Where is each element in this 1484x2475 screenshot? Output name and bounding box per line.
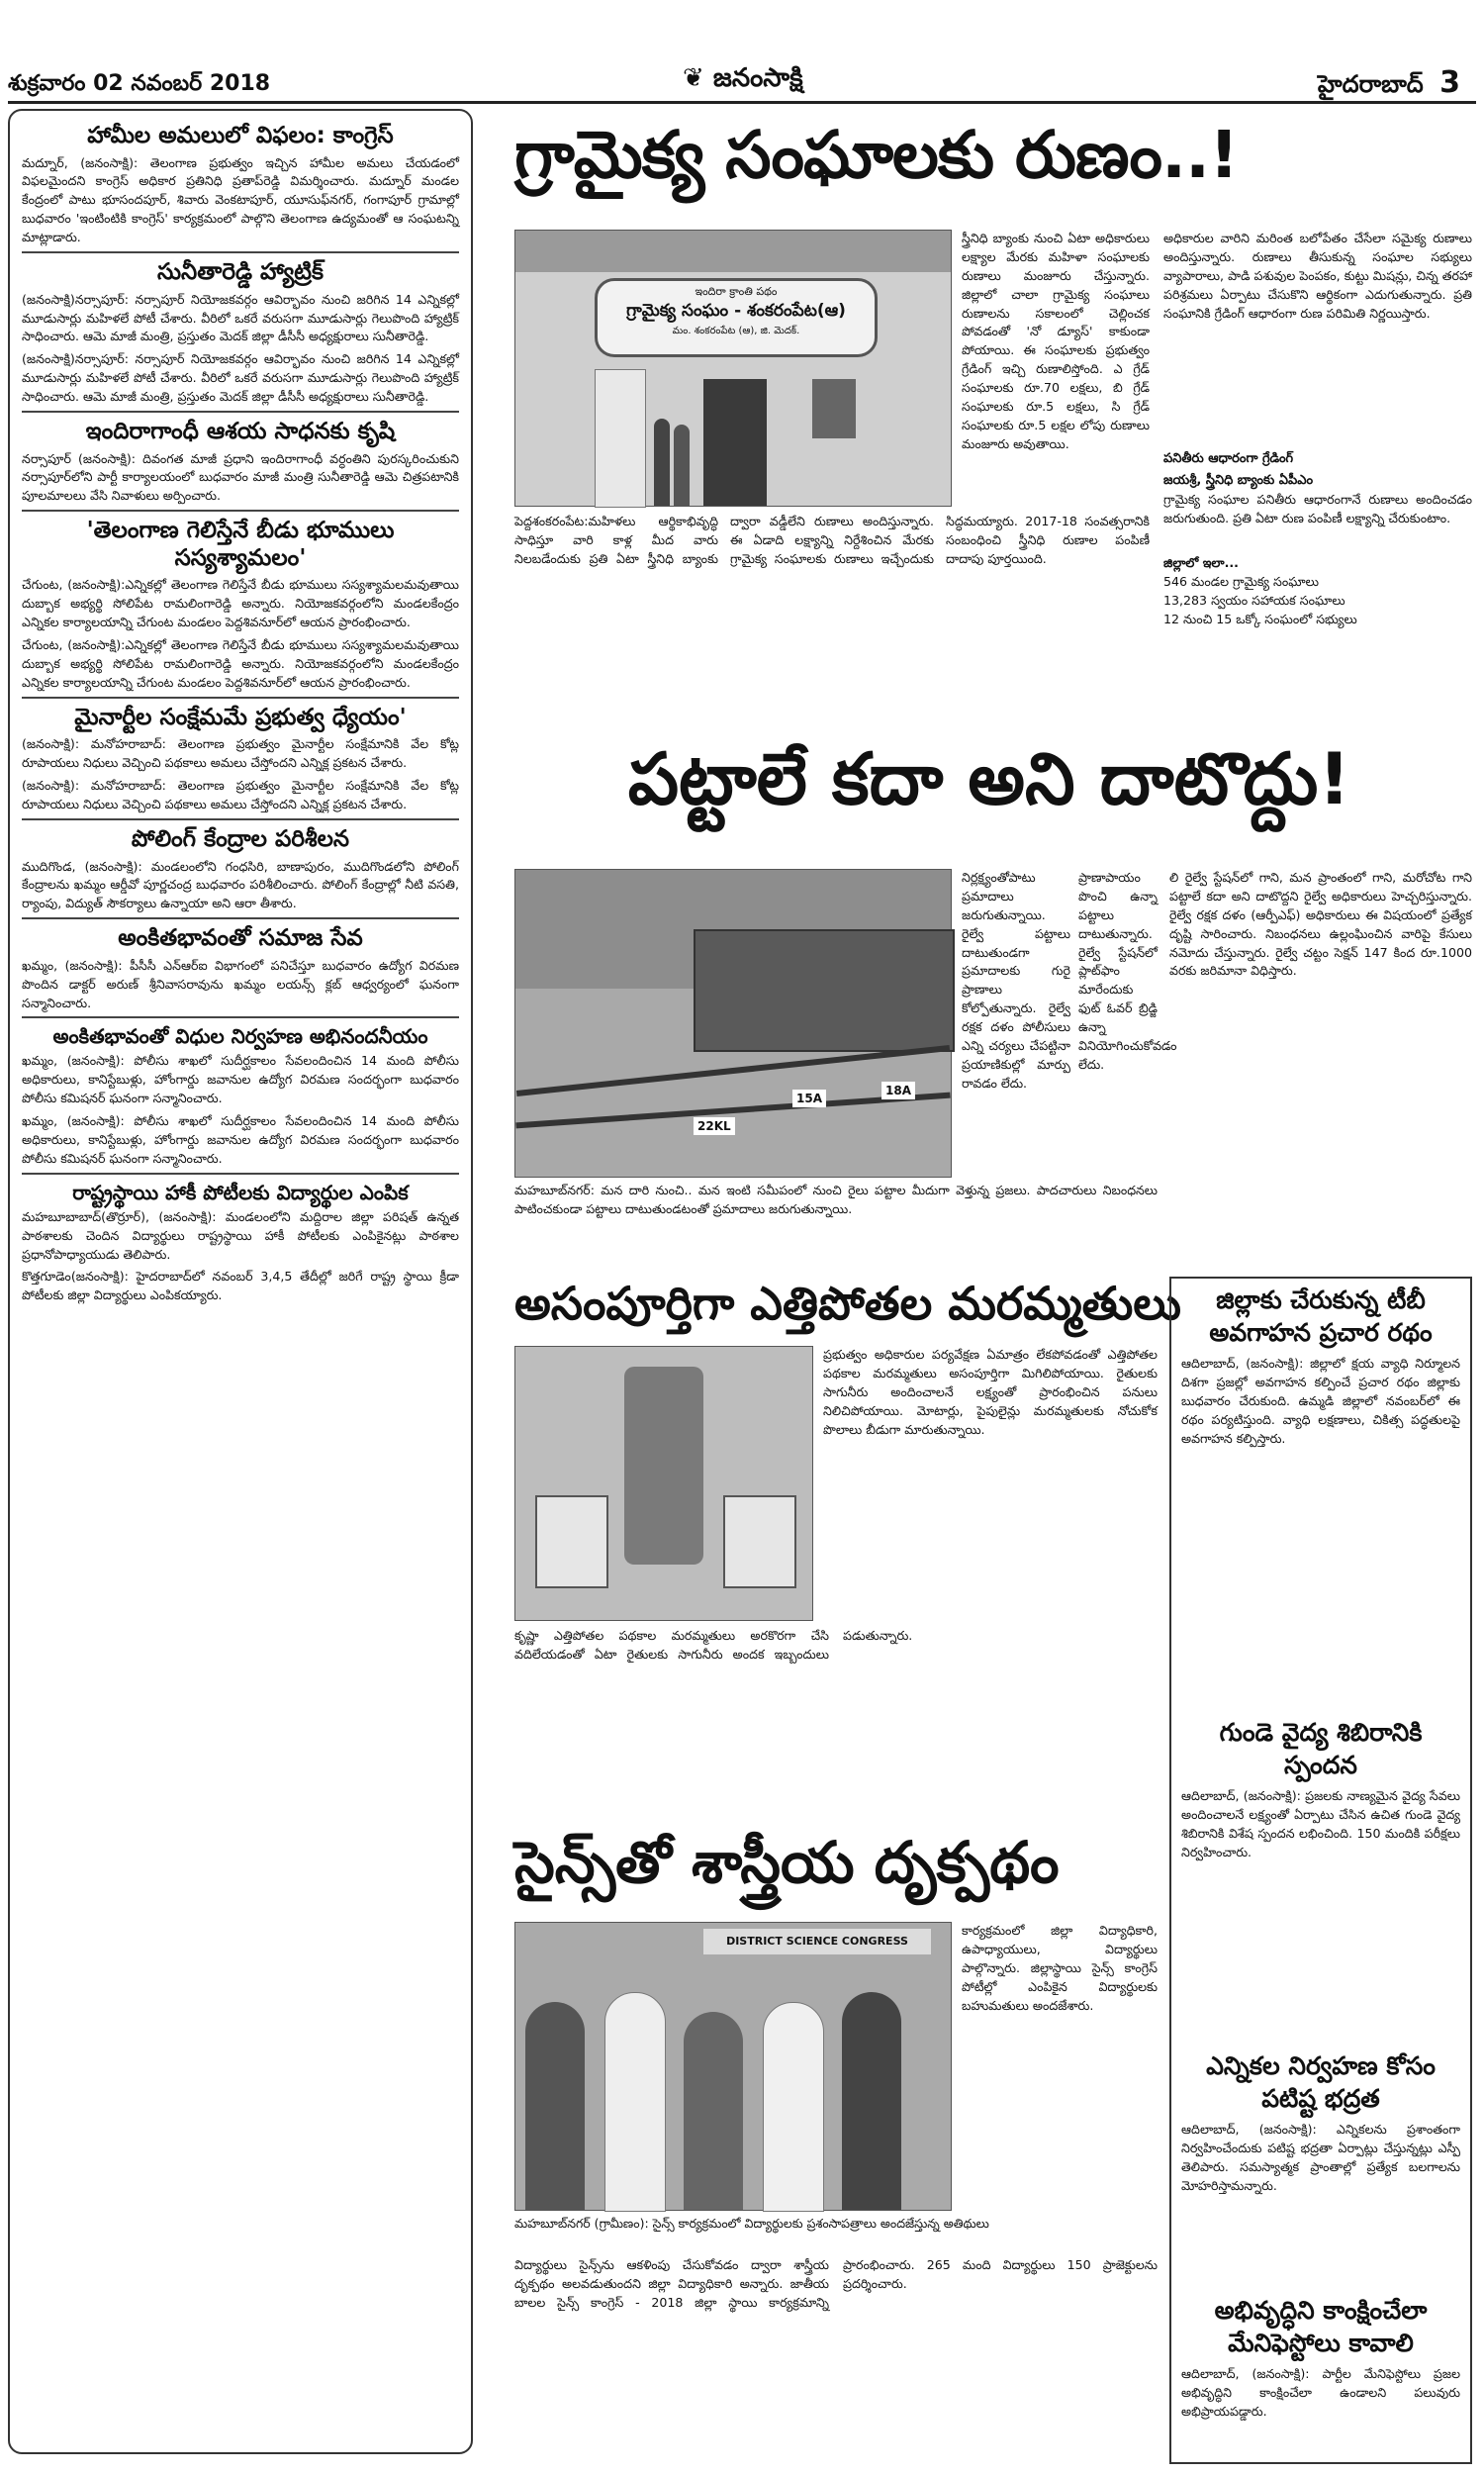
photo-caption: కృష్ణా ఎత్తిపోతల పథకాల మరమ్మతులు అరకొరగా చేసి వదిలేయడంతో ఏటా రైతులకు సాగునీరు అందక ఇబ్బందులు పడుతున్నారు. <box>514 1628 913 1662</box>
divider <box>22 1016 459 1018</box>
issue-date: శుక్రవారం 02 నవంబర్ 2018 <box>8 71 271 96</box>
article-body: అధికారుల వారిని మరింత బలోపేతం చేసేలా సమైక్య రుణాలు అందిస్తున్నారు. రుణాలు తీసుకున్న సంఘాల సభ్యులు వ్యాపారాలు, పాడి పశువుల పెంపకం, కుట్టు మిషన్లు, చిన్న తరహా పరిశ్రమలు ఏర్పాటు చేసుకొని ఆర్థికంగా ఎదుగుతున్నారు. ప్రతి సంఘానికి గ్రేడింగ్ ఆధారంగా రుణ పరిమితి నిర్ణయిస్తారు. <box>1163 231 1472 321</box>
box-body: ఆదిలాబాద్, (జనంసాక్షి): ప్రజలకు నాణ్యమైన వైద్య సేవలు అందించాలనే లక్ష్యంతో ఏర్పాటు చేసిన ఉచిత గుండె వైద్య శిబిరానికి విశేష స్పందన లభించింది. 150 మందికి పరీక్షలు నిర్వహించారు. <box>1181 1788 1460 1859</box>
article-body: కొత్తగూడెం(జనంసాక్షి): హైదరాబాద్‌లో నవంబర్ 3,4,5 తేదీల్లో జరిగే రాష్ట్ర స్థాయి క్రీడా పోటీలకు జిల్లా విద్యార్థులు ఎంపికయ్యారు. <box>22 1269 459 1303</box>
article-sidebar-column <box>1163 230 1472 724</box>
city-name: హైదరాబాద్ <box>1317 70 1424 98</box>
logo-text: జనంసాక్షి <box>712 63 803 93</box>
divider <box>22 251 459 253</box>
masthead-rule <box>8 101 1476 104</box>
sign-title: గ్రామైక్య సంఘం - శంకరంపేట(ఆ) <box>626 301 846 321</box>
photo-pump-cylinder <box>624 1367 703 1565</box>
stat-line: 546 మండల గ్రామైక్య సంఘాలు <box>1163 573 1319 589</box>
news-photo-pump <box>514 1346 813 1621</box>
box-headline: అభివృద్ధిని కాంక్షించేలా మేనిఫెస్టోలు కావాలి <box>1214 2296 1428 2357</box>
article-headline: మైనార్టీల సంక్షేమమే ప్రభుత్వ ధ్యేయం' <box>74 704 407 730</box>
photo-roof <box>515 231 951 272</box>
sign-line: మం. శంకరంపేట (ఆ), జి. మెదక్. <box>672 326 800 336</box>
article-body: నర్సాపూర్ (జనంసాక్షి): దివంగత మాజీ ప్రధాని ఇందిరాగాంధీ వర్ధంతిని పురస్కరించుకుని నర్సాపూర్‌లోని పార్టీ కార్యాలయంలో బుధవారం మాజీ మంత్రి సునీతారెడ్డి ఆమె చిత్రపటానికి పూలమాలలు వేసి నివాళులు అర్పించారు. <box>22 450 459 504</box>
quote-body: గ్రామైక్య సంఘాల పనితీరు ఆధారంగానే రుణాలు అందించడం జరుగుతుంది. ప్రతి ఏటా రుణ పంపిణీ లక్ష్యాన్ని చేరుకుంటాం. <box>1163 492 1472 525</box>
article-headline: పోలింగ్ కేంద్రాల పరిశీలన <box>131 825 350 852</box>
page-number: 3 <box>1439 65 1460 100</box>
article-body: (జనంసాక్షి): మనోహరాబాద్: తెలంగాణ ప్రభుత్వం మైనార్టీల సంక్షేమానికి వేల కోట్ల రూపాయలు నిధులు వెచ్చించి పథకాలు అమలు చేస్తోందని ఎన్నిక్ల ప్రకటన చేశారు. <box>22 778 459 812</box>
photo-motor <box>535 1495 608 1588</box>
article-body: మహబూబాబాద్(తొర్రూర్), (జనంసాక్షి): మండలంలోని మద్దిరాల జిల్లా పరిషత్ ఉన్నత పాఠశాలకు చెందిన విద్యార్థులు రాష్ట్రస్థాయి హాకీ పోటీలకు ఎంపికైనట్లు పాఠశాల ప్రధానోపాధ్యాయుడు తెలిపారు. <box>22 1208 459 1262</box>
article-body: ఖమ్మం, (జనంసాక్షి): పోలీసు శాఖలో సుదీర్ఘకాలం సేవలందించిన 14 మంది పోలీసు అధికారులు, కానిస్టేబుళ్లు, హోంగార్డు జవానుల ఉద్యోగ విరమణ సందర్భంగా బుధవారం పోలీసు కమిషనర్ ఘనంగా సన్మానించారు. <box>22 1053 459 1106</box>
box-headline: ఎన్నికల నిర్వహణ కోసం పటిష్ట భద్రత <box>1206 2051 1436 2113</box>
photo-person <box>525 2002 585 2210</box>
article-headline: రాష్ట్రస్థాయి హాకీ పోటీలకు విద్యార్థుల ఎంపిక <box>72 1180 409 1204</box>
track-sign: 18A <box>881 1082 915 1099</box>
news-photo-railway <box>514 869 952 1178</box>
article-body: లి రైల్వే స్టేషన్‌లో గాని, మన ప్రాంతంలో గాని, మరోచోట గాని పట్టాలే కదా అని దాటొద్దని రైల్వే అధికారులు హెచ్చరిస్తున్నారు. రైల్వే రక్షక దళం (ఆర్పీఎఫ్) అధికారులు ఈ విషయంలో ప్రత్యేక దృష్టి సారించారు. నిబంధనలు ఉల్లంఘించిన వారిపై కేసులు నమోదు చేస్తున్నారు. రైల్వే చట్టం సెక్షన్ 147 కింద రూ.1000 వరకు జరిమానా విధిస్తారు. <box>1169 870 1472 979</box>
news-photo-office <box>514 230 952 507</box>
photo-train <box>694 929 955 1052</box>
stats-label: జిల్లాలో ఇలా... <box>1163 555 1239 570</box>
photo-motor <box>723 1495 796 1588</box>
divider <box>22 510 459 512</box>
event-banner: DISTRICT SCIENCE CONGRESS <box>703 1929 931 1954</box>
left-news-column <box>8 109 473 2454</box>
edition-city <box>1318 65 1460 104</box>
article-body: చేగుంట, (జనంసాక్షి):ఎన్నికల్లో తెలంగాణ గెలిస్తేనే బీడు భూములు సస్యశ్యామలమవుతాయి దుబ్బాక అభ్యర్థి సోలిపేట రామలింగారెడ్డి అన్నారు. నియోజకవర్గంలోని మండలకేంద్రం ఎన్నికల కార్యాలయాన్ని చేగుంట మండలం పెద్దశివనూర్‌లో ఆయన ప్రారంభించారు. <box>22 577 459 630</box>
sign-line: ఇందిరా క్రాంతి పథం <box>695 285 778 298</box>
box-body: ఆదిలాబాద్, (జనంసాక్షి): ఎన్నికలను ప్రశాంతంగా నిర్వహించేందుకు పటిష్ట భద్రతా ఏర్పాట్లు చేస్తున్నట్లు ఎస్పీ తెలిపారు. సమస్యాత్మక ప్రాంతాల్లో ప్రత్యేక బలగాలను మోహరిస్తామన్నారు. <box>1181 2122 1460 2193</box>
masthead <box>0 0 1484 99</box>
right-news-box <box>1169 1277 1472 2464</box>
stat-line: 12 నుంచి 15 ఒక్కో సంఘంలో సభ్యులు <box>1163 611 1357 626</box>
photo-person <box>674 425 690 506</box>
article-body: ప్రాణాపాయం పొంచి ఉన్నా పట్టాలు దాటుతున్నారు. రైల్వే స్టేషన్‌లో ప్లాట్‌ఫాం మారేందుకు ఫుట్ ఓవర్ బ్రిడ్జి ఉన్నా వినియోగించుకోవడం లేదు. <box>1078 870 1177 1072</box>
news-photo-science-event <box>514 1922 952 2211</box>
logo-icon: ❦ <box>683 63 704 93</box>
article-body: విద్యార్థులు సైన్స్‌ను ఆకళింపు చేసుకోవడం ద్వారా శాస్త్రీయ దృక్పథం అలవడుతుందని జిల్లా విద్యాధికారి అన్నారు. జాతీయ బాలల సైన్స్ కాంగ్రెస్ - 2018 జిల్లా స్థాయి కార్యక్రమాన్ని ప్రారంభించారు. 265 మంది విద్యార్థులు 150 ప్రాజెక్టులను ప్రదర్శించారు. <box>514 2257 1158 2310</box>
photo-person <box>654 419 670 506</box>
article-body: నిర్లక్ష్యంతోపాటు ప్రమాదాలు జరుగుతున్నాయి. రైల్వే పట్టాలు దాటుతుండగా ప్రమాదాలకు గురై ప్రాణాలు కోల్పోతున్నారు. రైల్వే రక్షక దళం పోలీసులు ఎన్ని చర్యలు చేపట్టినా ప్రయాణికుల్లో మార్పు రావడం లేదు. <box>962 870 1070 1091</box>
stat-line: 13,283 స్వయం సహాయక సంఘాలు <box>1163 592 1345 608</box>
headline-science: సైన్స్‌తో శాస్త్రీయ దృక్పథం <box>514 1829 1060 1896</box>
article-body: ఖమ్మం, (జనంసాక్షి): పోలీసు శాఖలో సుదీర్ఘకాలం సేవలందించిన 14 మంది పోలీసు అధికారులు, కానిస్టేబుళ్లు, హోంగార్డు జవానుల ఉద్యోగ విరమణ సందర్భంగా బుధవారం పోలీసు కమిషనర్ ఘనంగా సన్మానించారు. <box>22 1113 459 1166</box>
track-sign: 22KL <box>694 1117 735 1135</box>
divider <box>22 818 459 820</box>
box-body: ఆదిలాబాద్, (జనంసాక్షి): జిల్లాలో క్షయ వ్యాధి నిర్మూలన దిశగా ప్రజల్లో అవగాహన కల్పించే ప్రచార రథం జిల్లాకు బుధవారం చేరుకుంది. ఉమ్మడి జిల్లాలో నవంబర్‌లో ఈ రథం పర్యటిస్తుంది. వ్యాధి లక్షణాలు, చికిత్స పద్ధతులపై అవగాహన కల్పిస్తారు. <box>1181 1356 1460 1446</box>
article-body: స్త్రీనిధి బ్యాంకు నుంచి ఏటా అధికారులు లక్ష్యాల మేరకు మహిళా సంఘాలకు రుణాలు మంజూరు చేస్తున్నారు. జిల్లాలో చాలా గ్రామైక్య సంఘాలు రుణాలను సకాలంలో చెల్లించక పోవడంతో 'నో డ్యూస్' కాకుండా పోయాయి. ఈ సంఘాలకు ప్రభుత్వం గ్రేడింగ్ ఇచ్చి రుణాలిస్తోంది. ఎ గ్రేడ్ సంఘాలకు రూ.70 లక్షలు, బి గ్రేడ్ సంఘాలకు రూ.5 లక్షలు, సి గ్రేడ్ సంఘాలకు రూ.5 లక్షల లోపు రుణాలు మంజూరు అవుతాయి. <box>962 231 1150 451</box>
article-body: (జనంసాక్షి): మనోహరాబాద్: తెలంగాణ ప్రభుత్వం మైనార్టీల సంక్షేమానికి వేల కోట్ల రూపాయలు నిధులు వెచ్చించి పథకాలు అమలు చేస్తోందని ఎన్నిక్ల ప్రకటన చేశారు. <box>22 736 459 771</box>
box-headline: గుండె వైద్య శిబిరానికి స్పందన <box>1219 1718 1423 1779</box>
article-body: మద్నూర్, (జనంసాక్షి): తెలంగాణ ప్రభుత్వం ఇచ్చిన హామీల అమలు చేయడంలో విఫలమైందని కాంగ్రెస్ అధికార ప్రతినిధి ప్రతాప్‌రెడ్డి విమర్శించారు. మద్నూర్ మండల కేంద్రంలో పాటు భూసందపూర్, శివారు వెంకటాపూర్, యూసుఫ్‌నగర్, గంగాపూర్ గ్రామాల్లో బుధవారం 'ఇంటింటికి కాంగ్రెస్' కార్యక్రమంలో పాల్గొని తెలంగాణ ఉద్యమంతో ఆ సంఘటన్ని మాట్లాడారు. <box>22 154 459 245</box>
article-headline: సునీతారెడ్డి హ్యాట్రిక్ <box>156 259 325 286</box>
article-body: ప్రభుత్వం అధికారుల పర్యవేక్షణ ఏమాత్రం లేకపోవడంతో ఎత్తిపోతల పథకాల మరమ్మతులు అసంపూర్తిగా మిగిలిపోయాయి. రైతులకు సాగునీరు అందించాలనే లక్ష్యంతో ప్రారంభించిన పనులు నిలిచిపోయాయి. మోటార్లు, పైపులైన్లు మరమ్మతులకు నోచుకోక పొలాలు బీడుగా మారుతున్నాయి. <box>823 1347 1158 1437</box>
headline-railway: పట్టాలే కదా అని దాటొద్దు! <box>627 737 1351 820</box>
photo-person <box>684 2012 743 2210</box>
headline-lift-irrigation: అసంపూర్తిగా ఎత్తిపోతల మరమ్మతులు <box>514 1277 1181 1330</box>
photo-window <box>812 379 856 438</box>
divider <box>22 917 459 919</box>
photo-door <box>703 379 767 506</box>
article-headline: అంకితభావంతో విధుల నిర్వహణ అభినందనీయం <box>52 1024 428 1049</box>
office-signboard <box>595 278 878 357</box>
article-body: ఖమ్మం, (జనంసాక్షి): పీసీసీ ఎన్‌ఆర్ఐ విభాగంలో పనిచేస్తూ బుధవారం ఉద్యోగ విరమణ పొందిన డాక్టర్ అరుణ్ శ్రీనివాసరావును ఖమ్మం లయన్స్ క్లబ్ ఆధ్వర్యంలో ఘనంగా సన్మానించారు. <box>22 957 459 1010</box>
photo-person <box>604 1992 666 2212</box>
article-headline: హామీల అమలులో విఫలం: కాంగ్రెస్ <box>87 123 394 148</box>
photo-caption: మహబూబ్‌నగర్ (గ్రామీణం): సైన్స్ కార్యక్రమంలో విద్యార్థులకు ప్రశంసాపత్రాలు అందజేస్తున్న అతిథులు <box>514 2216 989 2231</box>
article-body: పెద్దశంకరంపేట:మహిళలు ఆర్థికాభివృద్ధి సాధిస్తూ వారి కాళ్ల మీద వారు నిలబడేందుకు ప్రతి ఏటా స్త్రీనిధి బ్యాంకు ద్వారా వడ్డీలేని రుణాలు అందిస్తున్నారు. ఈ ఏడాది లక్ష్యాన్ని నిర్దేశించిన మేరకు గ్రామైక్య సంఘాలకు రుణాలు ఇచ్చేందుకు సిద్ధమయ్యారు. 2017-18 సంవత్సరానికి సంబంధించి స్త్రీనిధి రుణాల పంపిణీ దాదాపు పూర్తయింది. <box>514 514 1150 566</box>
track-sign: 15A <box>792 1090 826 1107</box>
photo-pillar <box>595 369 646 508</box>
article-body: ముదిగొండ, (జనంసాక్షి): మండలంలోని గంధసిరి, బాణాపురం, ముదిగొండలోని పోలింగ్ కేంద్రాలను ఖమ్మం ఆర్డీవో పూర్ణచంద్ర బుధవారం పరిశీలించారు. పోలింగ్ కేంద్రాల్లో నీటి వసతి, ర్యాంపు, విద్యుత్ సౌకర్యాలు ఉన్నాయా అని ఆరా తీశారు. <box>22 858 459 911</box>
photo-person <box>842 1992 901 2210</box>
article-body: (జనంసాక్షి)నర్సాపూర్: నర్సాపూర్ నియోజకవర్గం ఆవిర్భావం నుంచి జరిగిన 14 ఎన్నికల్లో మూడుసార్లు మహిళలే పోటీ చేశారు. వీరిలో ఒకరే వరుసగా మూడుసార్లు గెలుపొంది హ్యాట్రిక్ సాధించారు. ఆమె మాజీ మంత్రి, ప్రస్తుతం మెదక్ జిల్లా డీసీసీ అధ్యక్షురాలు సునీతారెడ్డి. <box>22 291 459 344</box>
article-headline: ఇందిరాగాంధీ ఆశయ సాధనకు కృషి <box>85 418 396 444</box>
subhead: పనితీరు ఆధారంగా గ్రేడింగ్ <box>1163 451 1294 466</box>
divider <box>22 411 459 413</box>
box-body: ఆదిలాబాద్, (జనంసాక్షి): పార్టీల మేనిఫెస్టోలు ప్రజల అభివృద్ధిని కాంక్షించేలా ఉండాలని పలువురు అభిప్రాయపడ్డారు. <box>1181 2366 1460 2419</box>
photo-caption: మహబూబ్‌నగర్: మన దారి నుంచి.. మన ఇంటి సమీపంలో నుంచి రైలు పట్టాల మీదుగా వెళ్తున్న ప్రజలు. పాదచారులు నిబంధనలు పాటించకుండా పట్టాలు దాటుతుండటంతో ప్రమాదాలు జరుగుతున్నాయి. <box>514 1183 1158 1216</box>
article-body: చేగుంట, (జనంసాక్షి):ఎన్నికల్లో తెలంగాణ గెలిస్తేనే బీడు భూములు సస్యశ్యామలమవుతాయి దుబ్బాక అభ్యర్థి సోలిపేట రామలింగారెడ్డి అన్నారు. నియోజకవర్గంలోని మండలకేంద్రం ఎన్నికల కార్యాలయాన్ని చేగుంట మండలం పెద్దశివనూర్‌లో ఆయన ప్రారంభించారు. <box>22 637 459 690</box>
article-body: కార్యక్రమంలో జిల్లా విద్యాధికారి, ఉపాధ్యాయులు, విద్యార్థులు పాల్గొన్నారు. జిల్లాస్థాయి సైన్స్ కాంగ్రెస్ పోటీల్లో ఎంపికైన విద్యార్థులకు బహుమతులు అందజేశారు. <box>962 1923 1158 2013</box>
divider <box>22 1173 459 1175</box>
article-body: (జనంసాక్షి)నర్సాపూర్: నర్సాపూర్ నియోజకవర్గం ఆవిర్భావం నుంచి జరిగిన 14 ఎన్నికల్లో మూడుసార్లు మహిళలే పోటీ చేశారు. వీరిలో ఒకరే వరుసగా మూడుసార్లు గెలుపొంది హ్యాట్రిక్ సాధించారు. ఆమె మాజీ మంత్రి, ప్రస్తుతం మెదక్ జిల్లా డీసీసీ అధ్యక్షురాలు సునీతారెడ్డి. <box>22 351 459 405</box>
subhead: జయశ్రీ, స్త్రీనిధి బ్యాంకు ఏపీఎం <box>1163 473 1314 488</box>
box-headline: జిల్లాకు చేరుకున్న టీబీ అవగాహన ప్రచార రథం <box>1209 1285 1433 1347</box>
lead-headline: గ్రామైక్య సంఘాలకు రుణం..! <box>514 117 1239 193</box>
newspaper-logo <box>683 63 803 99</box>
article-headline: అంకితభావంతో సమాజ సేవ <box>118 925 363 952</box>
divider <box>22 697 459 699</box>
photo-person <box>763 2002 824 2212</box>
article-headline: 'తెలంగాణ గెలిస్తేనే బీడు భూములు సస్యశ్యామలం' <box>86 518 395 571</box>
